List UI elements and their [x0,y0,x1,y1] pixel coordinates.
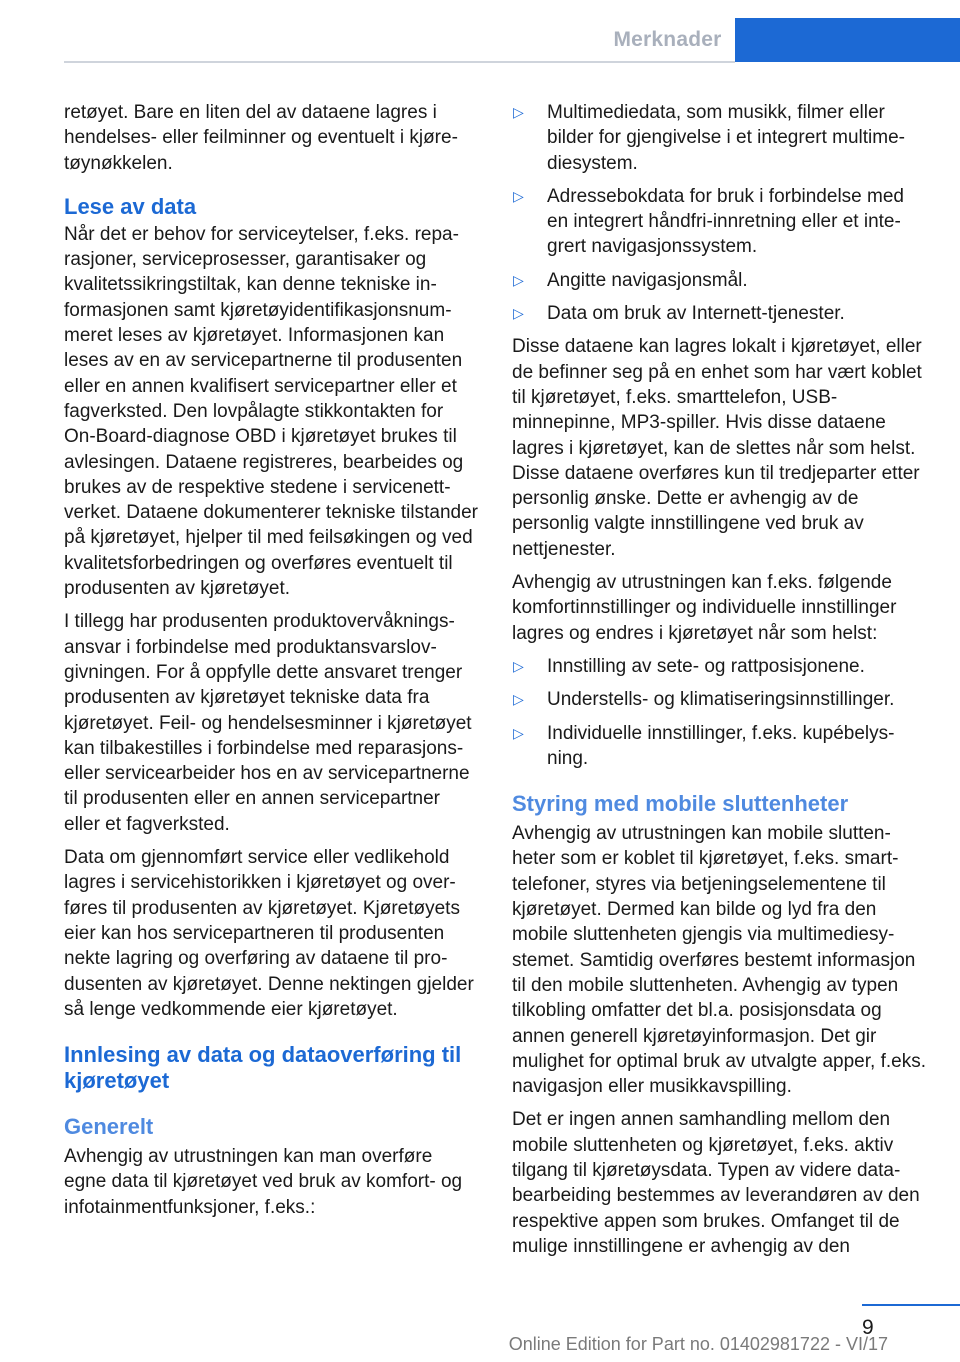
triangle-bullet-icon: ▷ [513,657,524,674]
heading-innlesing: Innlesing av data og dataoverføring til kjøretøyet [64,1042,462,1094]
left-column [64,100,478,1228]
page-number: 9 [862,1316,874,1339]
triangle-bullet-icon: ▷ [513,271,524,288]
paragraph-local-storage: Disse dataene kan lagres lokalt i kjøretøyet, eller de befinner seg på en enhet som har vært koblet til kjøretøyet, f.eks. smarttelefon, USB-minnepinne, MP3-spiller. Hvis disse dataene lagres i kjøretøyet, kan de slettes når som helst. Disse dataene overføres kun til tredjeparter etter personlig ønske. Dette er avhengig av de personlig valgte innstillingene ved bruk av nettjenester. [512,336,922,560]
list-user-data [512,100,926,326]
triangle-bullet-icon: ▷ [513,691,524,708]
triangle-bullet-icon: ▷ [513,305,524,322]
footer-accent-rule [862,1304,960,1306]
paragraph-generelt: Avhengig av utrustningen kan man overføre egne data til kjøretøyet ved bruk av komfort- og infotainmentfunksjoner, f.eks.: [64,1146,463,1218]
list-item: ▷ Individuelle innstillinger, f.eks. kupébelysning. [512,721,926,772]
triangle-bullet-icon: ▷ [513,724,524,741]
heading-lese-av-data: Lese av data [64,193,197,219]
triangle-bullet-icon: ▷ [513,187,524,204]
right-column [512,100,926,1267]
list-item: ▷ Angitte navigasjonsmål. [512,268,926,293]
paragraph-intro: retøyet. Bare en liten del av dataene lagres i hendelses- eller feilminner og eventuelt i kjøretøynøkkelen. [64,102,458,174]
paragraph-lese-2: I tillegg har produsenten produktovervåkningsansvar i forbindelse med produktansvarslovgivningen. For å oppfylle dette ansvaret trenger produsenten av kjøretøyet tekniske data fra kjøretøyet. Feil- og hendelsesminner i kjøretøyet kan tilbakestilles i forbindelse med reparasjons- eller servicearbeider hos en av servicepartnerne til produsenten eller en annen servicepartner eller et fagverksted. [64,611,472,835]
list-item: ▷ Adressebokdata for bruk i forbindelse med en integrert håndfri-innretning eller et integrert navigasjonssystem. [512,184,926,260]
paragraph-styring-1: Avhengig av utrustningen kan mobile sluttenheter som er koblet til kjøretøyet, f.eks. smarttelefoner, styres via betjeningselementene til kjøretøyet. Dermed kan bilde og lyd fra den mobile sluttenheten gjengis via multimediesystemet. Samtidig overføres bestemt informasjon til den mobile sluttenheten. Avhengig av typen tilkobling omfatter det bl.a. posisjonsdata og annen generell kjøretøyinformasjon. Det gir mulighet for optimal bruk av utvalgte apper, f.eks. navigasjon eller musikkavspilling. [512,823,926,1098]
list-settings [512,654,926,771]
triangle-bullet-icon: ▷ [513,104,524,120]
list-item: ▷ Data om bruk av Internett-tjenester. [512,301,926,326]
paragraph-settings-intro: Avhengig av utrustningen kan f.eks. følgende komfortinnstillinger og individuelle innstillinger lagres og endres i kjøretøyet når som helst: [512,572,897,644]
list-item: ▷ Multimediedata, som musikk, filmer eller bilder for gjengivelse i et integrert multimediesystem. [512,100,926,176]
paragraph-lese-3: Data om gjennomført service eller vedlikehold lagres i servicehistorikken i kjøretøyet og overføres til produsenten av kjøretøyet. Kjøretøyets eier kan hos servicepartneren til produsenten nekte lagring og overføring av dataene til produsenten av kjøretøyet. Denne nektingen gjelder så lenge vedkommende eier kjøretøyet. [64,847,474,1020]
edition-footer: Online Edition for Part no. 01402981722 - VI/17 [508,1334,888,1354]
list-item: ▷ Innstilling av sete- og rattposisjonene. [512,654,926,679]
heading-styring: Styring med mobile sluttenheter [512,791,849,817]
header-accent-bar [735,18,960,62]
section-title: Merknader [613,28,722,51]
paragraph-styring-2: Det er ingen annen samhandling mellom den mobile sluttenheten og kjøretøyet, f.eks. aktiv tilgang til kjøretøysdata. Typen av videre databearbeiding bestemmes av leverandøren av den respektive appen som brukes. Omfanget til de mulige innstillingene er avhengig av den [512,1109,920,1257]
paragraph-lese-1: Når det er behov for serviceytelser, f.eks. reparasjoner, serviceprosesser, garantisaker og kvalitetssikringstiltak, kan denne tekniske informasjonen samt kjøretøyidentifikasjonsnummeret leses av kjøretøyet. Informasjonen kan leses av en av servicepartnerne til produsenten eller en annen kvalifisert servicepartner eller et fagverksted. Den lovpålagte stikkontakten for On-Board-diagnose OBD i kjøretøyet brukes til avlesingen. Dataene registreres, bearbeides og brukes av de respektive stedene i servicenettverket. Dataene dokumenterer tekniske tilstander på kjøretøyet, hjelper til med feilsøkingen og ved kvalitetsforbedringen og overføres eventuelt til produsenten av kjøretøyet. [64,223,478,600]
header-divider [64,61,735,63]
list-item: ▷ Understells- og klimatiseringsinnstillinger. [512,687,926,712]
heading-generelt: Generelt [64,1114,154,1140]
